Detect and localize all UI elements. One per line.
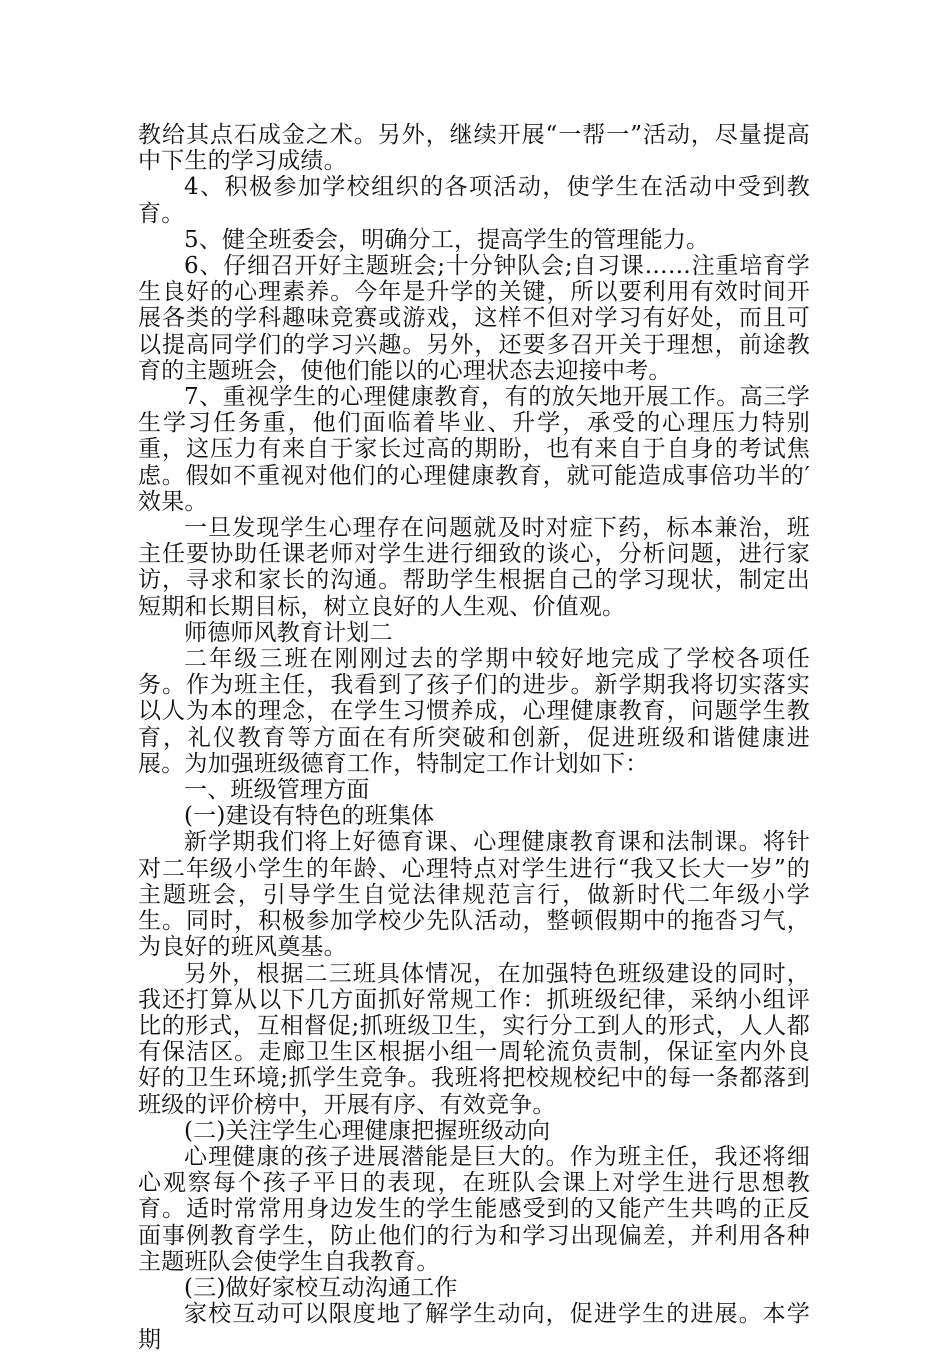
paragraph: 教给其点石成金之术。另外，继续开展“一帮一”活动，尽量提高中下生的学习成绩。: [138, 122, 810, 175]
subsection-heading: (三)做好家校互动沟通工作: [184, 1274, 458, 1301]
subsection-heading: (一)建设有特色的班集体: [184, 803, 435, 830]
paragraph: 心理健康的孩子进展潜能是巨大的。作为班主任，我还将细心观察每个孩子平日的表现，在班队会课上对学生进行思想教育。适时常常用身边发生的学生能感受到的又能产生共鸣的正反面事例教育学生，防止他们的行为和学习出现偏差，并利用各种主题班队会使学生自我教育。: [138, 1143, 810, 1275]
paragraph: 6、仔细召开好主题班会;十分钟队会;自习课……注重培育学生良好的心理素养。今年是升学的关键，所以要利用有效时间开展各类的学科趣味竞赛或游戏，这样不但对学习有好处，而且可以提高同学们的学习兴趣。另外，还要多召开关于理想，前途教育的主题班会，使他们能以的心理状态去迎接中考。: [138, 253, 810, 384]
section-heading: 师德师风教育计划二: [184, 619, 393, 646]
paragraph: 4、积极参加学校组织的各项活动，使学生在活动中受到教育。: [138, 174, 810, 227]
paragraph: 一旦发现学生心理存在问题就及时对症下药，标本兼治，班主任要协助任课老师对学生进行细致的谈心，分析问题，进行家访，寻求和家长的沟通。帮助学生根据自己的学习现状，制定出短期和长期目标，树立良好的人生观、价值观。: [138, 515, 810, 620]
subsection-heading: (二)关注学生心理健康把握班级动向: [184, 1117, 551, 1144]
section-heading: 一、班级管理方面: [184, 777, 370, 804]
paragraph: 新学期我们将上好德育课、心理健康教育课和法制课。将针对二年级小学生的年龄、心理特点对学生进行“我又长大一岁”的主题班会，引导学生自觉法律规范言行，做新时代二年级小学生。同时，积极参加学校少先队活动，整顿假期中的拖沓习气，为良好的班风奠基。: [138, 829, 810, 961]
document-page: [138, 122, 810, 1354]
paragraph: 5、健全班委会，明确分工，提高学生的管理能力。: [184, 226, 710, 253]
paragraph: 另外，根据二三班具体情况，在加强特色班级建设的同时，我还打算从以下几方面抓好常规工作：抓班级纪律，采纳小组评比的形式，互相督促;抓班级卫生，实行分工到人的形式，人人都有保洁区。走廊卫生区根据小组一周轮流负责制，保证室内外良好的卫生环境;抓学生竞争。我班将把校规校纪中的每一条都落到班级的评价榜中，开展有序、有效竞争。: [138, 960, 810, 1118]
paragraph: 二年级三班在刚刚过去的学期中较好地完成了学校各项任务。作为班主任，我看到了孩子们的进步。新学期我将切实落实以人为本的理念，在学生习惯养成，心理健康教育，问题学生教育，礼仪教育等方面在有所突破和创新，促进班级和谐健康进展。为加强班级德育工作，特制定工作计划如下：: [138, 646, 810, 777]
paragraph: 7、重视学生的心理健康教育，有的放矢地开展工作。高三学生学习任务重，他们面临着毕业、升学，承受的心理压力特别重，这压力有来自于家长过高的期盼，也有来自于自身的考试焦虑。假如不重视对他们的心理健康教育，就可能造成事倍功半的′效果。: [138, 384, 810, 515]
paragraph: 家校互动可以限度地了解学生动向，促进学生的进展。本学期: [138, 1301, 810, 1354]
